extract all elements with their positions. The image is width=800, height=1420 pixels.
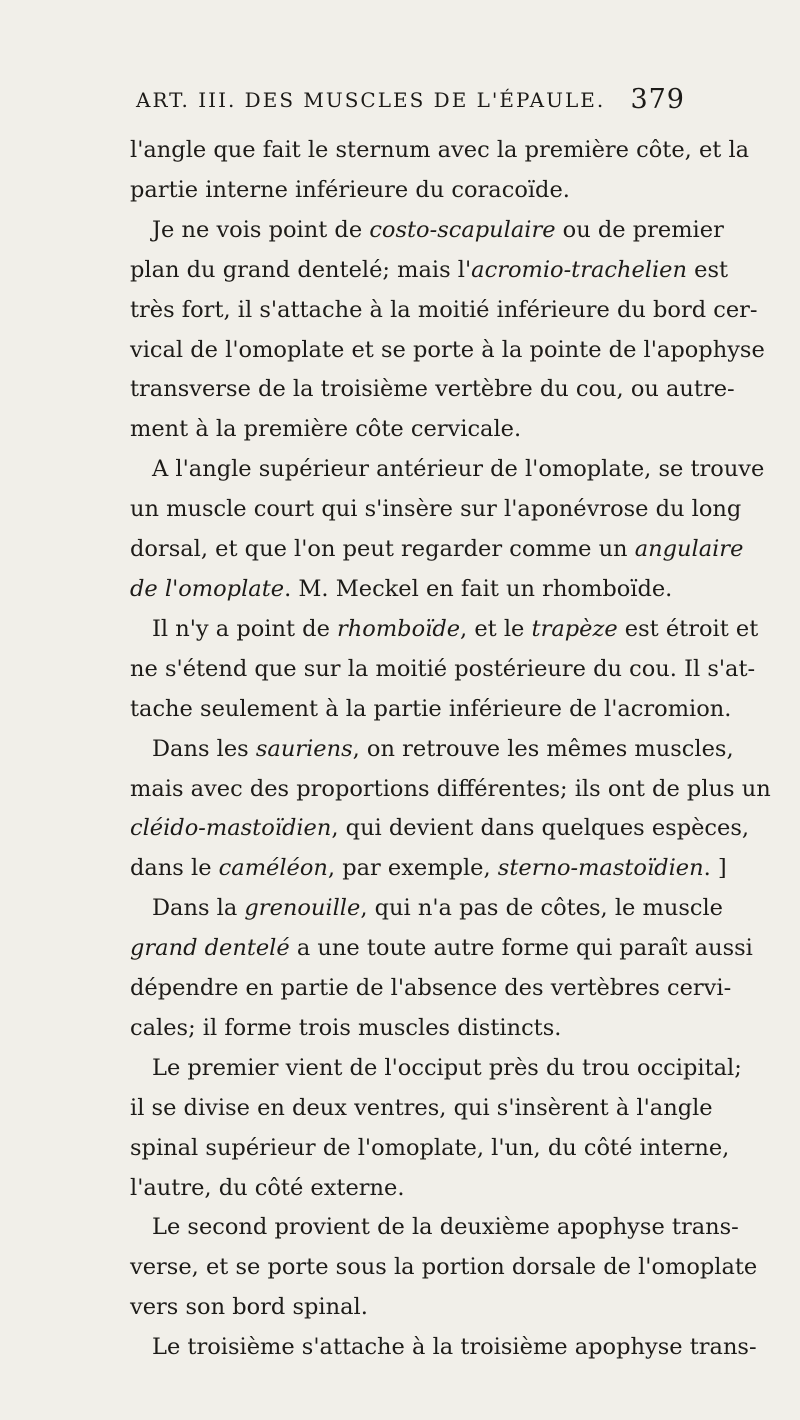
text-line: [130, 211, 724, 251]
text-run: dans le: [130, 855, 219, 882]
text-line: [130, 570, 690, 610]
italic-term: acromio-trachelien: [471, 256, 687, 283]
text-run: plan du grand dentelé; mais l': [130, 256, 472, 283]
text-run: est: [687, 256, 729, 283]
text-line: [130, 809, 750, 849]
text-run: . M. Meckel en fait un rhomboïde.: [284, 575, 673, 602]
text-line: [130, 131, 750, 171]
text-run: A l'angle supérieur antérieur de l'omoplate, se trouve: [152, 456, 765, 483]
text-run: cales; il forme trois muscles distincts.: [130, 1014, 562, 1041]
text-line: [130, 650, 756, 690]
text-run: un muscle court qui s'insère sur l'aponévrose du long: [130, 496, 742, 523]
text-run: , on retrouve les mêmes muscles,: [352, 735, 734, 762]
text-run: spinal supérieur de l'omoplate, l'un, du côté interne,: [130, 1134, 730, 1161]
text-run: Le second provient de la deuxième apophyse trans-: [152, 1214, 739, 1241]
text-run: tache seulement à la partie inférieure de l'acromion.: [130, 695, 732, 722]
italic-term: angulaire: [634, 536, 744, 563]
text-run: a une toute autre forme qui paraît aussi: [289, 935, 753, 962]
italic-term: grenouille: [244, 895, 361, 922]
text-line: [130, 1328, 757, 1368]
text-line: [130, 450, 765, 490]
text-line: [130, 291, 758, 331]
italic-term: sauriens: [255, 735, 353, 762]
text-line: [130, 490, 742, 530]
text-line: [130, 610, 759, 650]
text-line: [130, 530, 744, 570]
text-run: est étroit et: [617, 615, 759, 642]
text-run: Le troisième s'attache à la troisième apophyse trans-: [152, 1334, 757, 1361]
text-line: [130, 370, 735, 410]
running-head: [130, 84, 685, 120]
text-run: Dans la: [152, 895, 245, 922]
italic-term: de l'omoplate: [130, 575, 285, 602]
text-line: [130, 889, 723, 929]
text-run: vical de l'omoplate et se porte à la pointe de l'apophyse: [130, 336, 765, 363]
text-run: vers son bord spinal.: [130, 1294, 368, 1321]
text-run: Je ne vois point de: [152, 216, 370, 243]
italic-term: sterno-mastoïdien: [497, 855, 704, 882]
text-run: transverse de la troisième vertèbre du cou, ou autre-: [130, 376, 735, 403]
text-line: [130, 410, 690, 450]
text-run: ment à la première côte cervicale.: [130, 416, 522, 443]
text-line: [130, 171, 690, 211]
text-line: [130, 929, 753, 969]
text-run: l'autre, du côté externe.: [130, 1174, 405, 1201]
text-line: [130, 251, 729, 291]
text-line: [130, 1009, 690, 1049]
text-line: [130, 331, 765, 371]
italic-term: grand dentelé: [130, 935, 290, 962]
italic-term: costo-scapulaire: [369, 216, 556, 243]
text-run: , qui devient dans quelques espèces,: [331, 815, 750, 842]
text-run: mais avec des proportions différentes; ils ont de plus un: [130, 775, 771, 802]
text-run: . ]: [703, 855, 727, 882]
text-run: dépendre en partie de l'absence des vertèbres cervi-: [130, 975, 732, 1002]
text-run: dorsal, et que l'on peut regarder comme un: [130, 536, 635, 563]
text-line: [130, 1169, 690, 1209]
text-run: Il n'y a point de: [152, 615, 338, 642]
text-line: [130, 1288, 690, 1328]
text-run: , et le: [460, 615, 532, 642]
text-run: partie interne inférieure du coracoïde.: [130, 176, 570, 203]
text-run: Dans les: [152, 735, 256, 762]
text-line: [130, 690, 732, 730]
italic-term: cléido-mastoïdien: [130, 815, 332, 842]
text-line: [130, 1248, 758, 1288]
text-line: [130, 969, 732, 1009]
text-line: [130, 1129, 730, 1169]
text-line: [130, 1208, 739, 1248]
text-line: [130, 730, 734, 770]
text-line: [130, 1089, 713, 1129]
text-run: , par exemple,: [327, 855, 498, 882]
text-run: , qui n'a pas de côtes, le muscle: [360, 895, 723, 922]
text-run: il se divise en deux ventres, qui s'insèrent à l'angle: [130, 1094, 713, 1121]
page-number: 379: [630, 84, 685, 115]
text-run: Le premier vient de l'occiput près du trou occipital;: [152, 1054, 742, 1081]
text-line: [130, 849, 727, 889]
body-text: [130, 131, 771, 1368]
text-run: ne s'étend que sur la moitié postérieure du cou. Il s'at-: [130, 655, 756, 682]
italic-term: rhomboïde: [337, 615, 461, 642]
text-line: [130, 1049, 742, 1089]
text-run: l'angle que fait le sternum avec la première côte, et la: [130, 137, 750, 163]
running-title: ART. III. DES MUSCLES DE L'ÉPAULE.: [136, 88, 606, 112]
text-run: verse, et se porte sous la portion dorsale de l'omoplate: [130, 1254, 758, 1281]
text-run: ou de premier: [555, 216, 724, 243]
italic-term: caméléon: [218, 855, 328, 882]
italic-term: trapèze: [531, 615, 618, 642]
text-run: très fort, il s'attache à la moitié inférieure du bord cer-: [130, 296, 758, 323]
text-line: [130, 770, 771, 810]
